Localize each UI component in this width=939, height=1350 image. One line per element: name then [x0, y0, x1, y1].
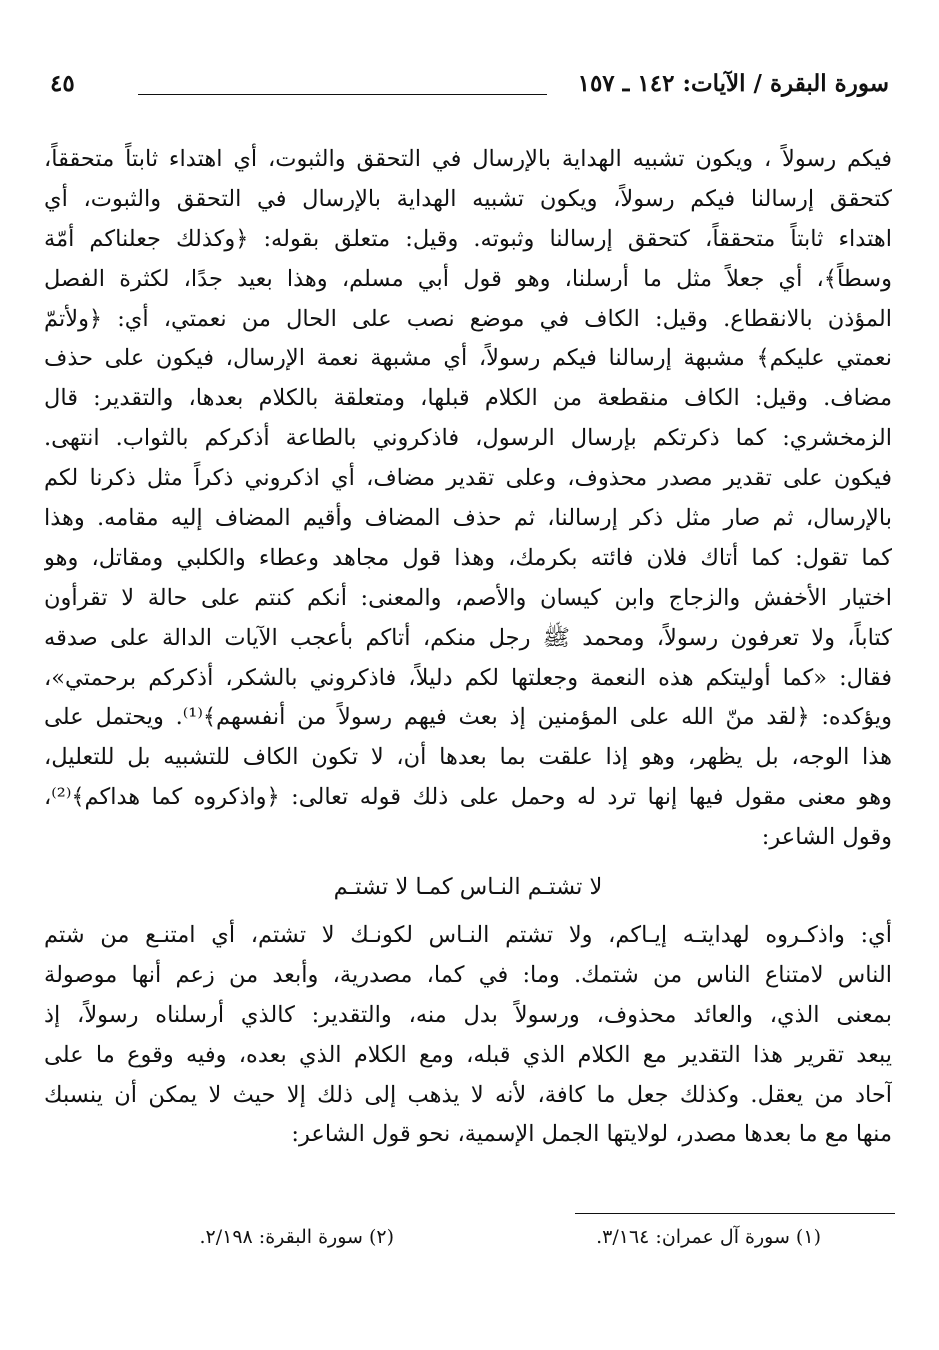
footnote-1: (١) سورة آل عمران: ٣/١٦٤. [596, 1226, 821, 1248]
text-line: أي: واذكـروه لهدايتـه إيـاكم، ولا تشتم النـاس لكونـك لا تشتم، أي امتنـع من شتم [44, 922, 892, 949]
text-line: منها مع ما بعدها مصدر، لولايتها الجمل الإسمية، نحو قول الشاعر: [291, 1121, 892, 1148]
footnote-rule [575, 1213, 895, 1214]
main-text [44, 140, 892, 1155]
text-line: كتحقق إرسالنا فيكم رسولاً، ويكون تشبيه الهداية بالإرسال في التحقق والثبوت، أي [44, 185, 892, 212]
text-line: يبعد تقرير هذا التقدير مع الكلام الذي قبله، ومع الكلام الذي بعده، وفيه وقوع ما على [44, 1041, 892, 1068]
footnotes [121, 1226, 821, 1248]
running-title: سورة البقرة / الآيات: ١٤٢ ـ ١٥٧ [577, 70, 889, 97]
text-line: نعمتي عليكم﴾ مشبهة إرسالنا فيكم رسولاً، أي مشبهة نعمة الإرسال، فيكون على حذف [44, 345, 892, 372]
text-line: فيكون على تقدير مصدر محذوف، وعلى تقدير مضاف، أي اذكروني ذكراً مثل ذكرنا لكم [44, 465, 892, 492]
header-rule [138, 94, 547, 95]
page-header [50, 70, 889, 110]
text-line: اهتداء ثابتاً متحققاً، كتحقق إرسالنا وثبوته. وقيل: متعلق بقوله: ﴿وكذلك جعلناكم أمّة [44, 225, 892, 252]
text-line: آحاد من يعقل. وكذلك جعل ما كافة، لأنه لا يذهب إلى ذلك إلا حيث لا يمكن أن ينسبك [44, 1081, 892, 1108]
text-line: كما تقول: كما أتاك فلان فائته بكرمك، وهذا قول مجاهد وعطاء والكلبي ومقاتل، وهو [44, 544, 892, 571]
text-line: وقول الشاعر: [761, 824, 892, 851]
text-line: اختيار الأخفش والزجاج وابن كيسان والأصم، والمعنى: أنكم كنتم على حالة لا تقرأون [44, 584, 892, 611]
text-line: مضاف. وقيل: الكاف منقطعة من الكلام قبلها، ومتعلقة بالكلام بعدها، والتقدير: قال [44, 385, 892, 412]
text-line: هذا الوجه، بل يظهر، وهو إذا علقت بما بعدها أن، لا تكون الكاف للتشبيه بل للتعليل، [44, 744, 892, 771]
text-line: الناس لامتناع الناس من شتمك. وما: في كما، مصدرية، وأبعد من زعم أنها موصولة [44, 961, 892, 988]
poetry-verse: لا تشتـم النـاس كمـا لا تشتـم [333, 874, 603, 901]
text-line: الزمخشري: كما ذكرتكم بإرسال الرسول، فاذكروني بالطاعة أذكركم بالثواب. انتهى. [44, 425, 892, 452]
text-line: المؤذن بالانقطاع. وقيل: الكاف في موضع نصب على الحال من نعمتي، أي: ﴿ولأتمّ [44, 305, 892, 332]
text-line: وهو معنى مقول فيها إنها ترد له وحمل على ذلك قوله تعالى: ﴿واذكروه كما هداكم﴾⁽²⁾، [44, 784, 892, 811]
footnote-2: (٢) سورة البقرة: ٢/١٩٨. [199, 1226, 395, 1248]
text-line: كتاباً، ولا تعرفون رسولاً، ومحمد ﷺ رجل منكم، أتاكم بأعجب الآيات الدالة على صدقه [44, 624, 892, 651]
text-line: فقال: «كما أوليتكم هذه النعمة وجعلتها لكم دليلاً، فاذكروني بالشكر، أذكركم برحمتي»، [44, 664, 892, 691]
page-number: ٤٥ [50, 70, 75, 97]
text-line: وسطاً﴾، أي جعلاً مثل ما أرسلنا، وهو قول أبي مسلم، وهذا بعيد جدًا، لكثرة الفصل [44, 265, 892, 292]
text-line: فيكم رسولاً ، ويكون تشبيه الهداية بالإرسال في التحقق والثبوت، أي اهتداء ثابتاً متحققاً، [44, 146, 892, 172]
text-line: بالإرسال، ثم صار مثل ذكر إرسالنا، ثم حذف المضاف وأقيم المضاف إليه مقامه. وهذا [44, 505, 892, 532]
text-line: ويؤكده: ﴿لقد منّ الله على المؤمنين إذ بعث فيهم رسولاً من أنفسهم﴾⁽¹⁾. ويحتمل على [44, 704, 892, 731]
text-line: بمعنى الذي، والعائد محذوف، ورسولاً بدل منه، والتقدير: كالذي أرسلناه رسولاً، إذ [44, 1001, 892, 1028]
